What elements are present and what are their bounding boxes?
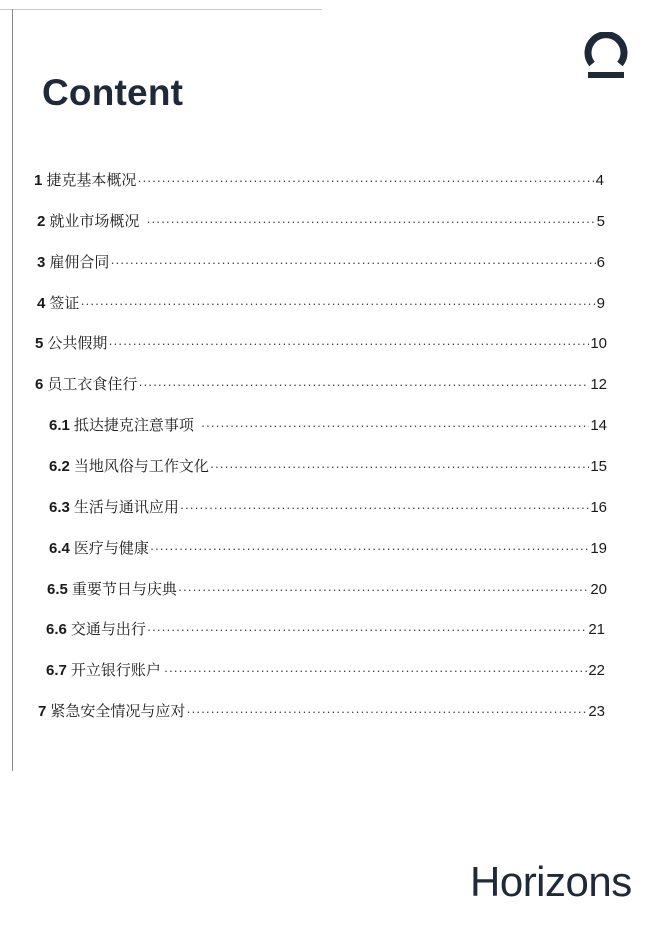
toc-item-number: 6.5 <box>47 581 68 598</box>
toc-item-3[interactable] <box>37 253 605 273</box>
toc-item-page: 15 <box>590 458 607 475</box>
toc-item-label: 开立银行账户 <box>70 662 161 679</box>
toc-item-6-1[interactable] <box>49 416 607 436</box>
toc-item-number: 4 <box>37 295 46 312</box>
toc-item-1[interactable] <box>34 171 604 191</box>
toc-item-page: 14 <box>590 417 607 434</box>
toc-leader-dots <box>147 620 587 640</box>
toc-item-number: 6.2 <box>49 458 70 475</box>
toc-leader-dots <box>108 334 589 354</box>
toc-item-number: 6.3 <box>49 499 70 516</box>
toc-leader-dots <box>210 457 589 477</box>
toc-item-number: 3 <box>37 254 46 271</box>
toc-leader-dots <box>110 253 595 273</box>
toc-item-number: 6 <box>35 376 44 393</box>
toc-item-4[interactable] <box>37 294 605 314</box>
toc-item-label: 捷克基本概况 <box>46 172 137 189</box>
toc-item-label: 重要节日与庆典 <box>71 581 177 598</box>
toc-item-page: 20 <box>590 581 607 598</box>
toc-item-page: 19 <box>590 540 607 557</box>
toc-item-page: 5 <box>596 213 605 230</box>
toc-leader-dots <box>80 294 595 314</box>
toc-item-page: 6 <box>596 254 605 271</box>
toc-item-label: 就业市场概况 <box>49 213 140 230</box>
toc-item-label: 公共假期 <box>47 335 108 352</box>
toc-item-6-4[interactable] <box>49 539 607 559</box>
toc-item-page: 12 <box>590 376 607 393</box>
toc-leader-dots <box>186 702 587 722</box>
toc-item-page: 22 <box>588 662 605 679</box>
toc-item-number: 1 <box>34 172 43 189</box>
toc-item-6-6[interactable] <box>46 620 605 640</box>
toc-item-number: 2 <box>37 213 46 230</box>
toc-item-label: 交通与出行 <box>70 621 146 638</box>
toc-item-number: 6.7 <box>46 662 67 679</box>
toc-item-6-5[interactable] <box>47 580 607 600</box>
toc-item-6[interactable] <box>35 375 607 395</box>
toc-item-label: 签证 <box>49 295 80 312</box>
toc-item-page: 10 <box>590 335 607 352</box>
toc-item-number: 6.4 <box>49 540 70 557</box>
toc-leader-dots <box>201 416 589 436</box>
page-title: Content <box>42 72 184 113</box>
toc-leader-dots <box>138 375 589 395</box>
toc-item-6-2[interactable] <box>49 457 607 477</box>
toc-item-2[interactable] <box>37 212 605 232</box>
toc-item-page: 23 <box>588 703 605 720</box>
toc-item-7[interactable] <box>38 702 605 722</box>
toc-item-page: 9 <box>596 295 605 312</box>
toc-leader-dots <box>178 580 589 600</box>
toc-item-number: 6.1 <box>49 417 70 434</box>
toc-item-number: 7 <box>38 703 47 720</box>
toc-item-number: 5 <box>35 335 44 352</box>
toc-item-page: 21 <box>588 621 605 638</box>
toc-item-label: 员工衣食住行 <box>47 376 138 393</box>
brand-logo: Horizons <box>470 858 632 905</box>
toc-item-label: 当地风俗与工作文化 <box>73 458 209 475</box>
toc-leader-dots <box>164 661 587 681</box>
toc-item-6-3[interactable] <box>49 498 607 518</box>
toc-item-number: 6.6 <box>46 621 67 638</box>
toc-item-label: 雇佣合同 <box>49 254 110 271</box>
toc-item-label: 医疗与健康 <box>73 540 149 557</box>
toc-item-page: 16 <box>590 499 607 516</box>
toc-item-page: 4 <box>595 172 604 189</box>
toc-leader-dots <box>137 171 594 191</box>
toc-item-6-7[interactable] <box>46 661 605 681</box>
toc-item-5[interactable] <box>35 334 607 354</box>
toc-item-label: 生活与通讯应用 <box>73 499 179 516</box>
toc-leader-dots <box>146 212 595 232</box>
toc-item-label: 紧急安全情况与应对 <box>50 703 186 720</box>
toc-leader-dots <box>180 498 589 518</box>
toc-leader-dots <box>150 539 589 559</box>
toc-item-label: 抵达捷克注意事项 <box>73 417 194 434</box>
